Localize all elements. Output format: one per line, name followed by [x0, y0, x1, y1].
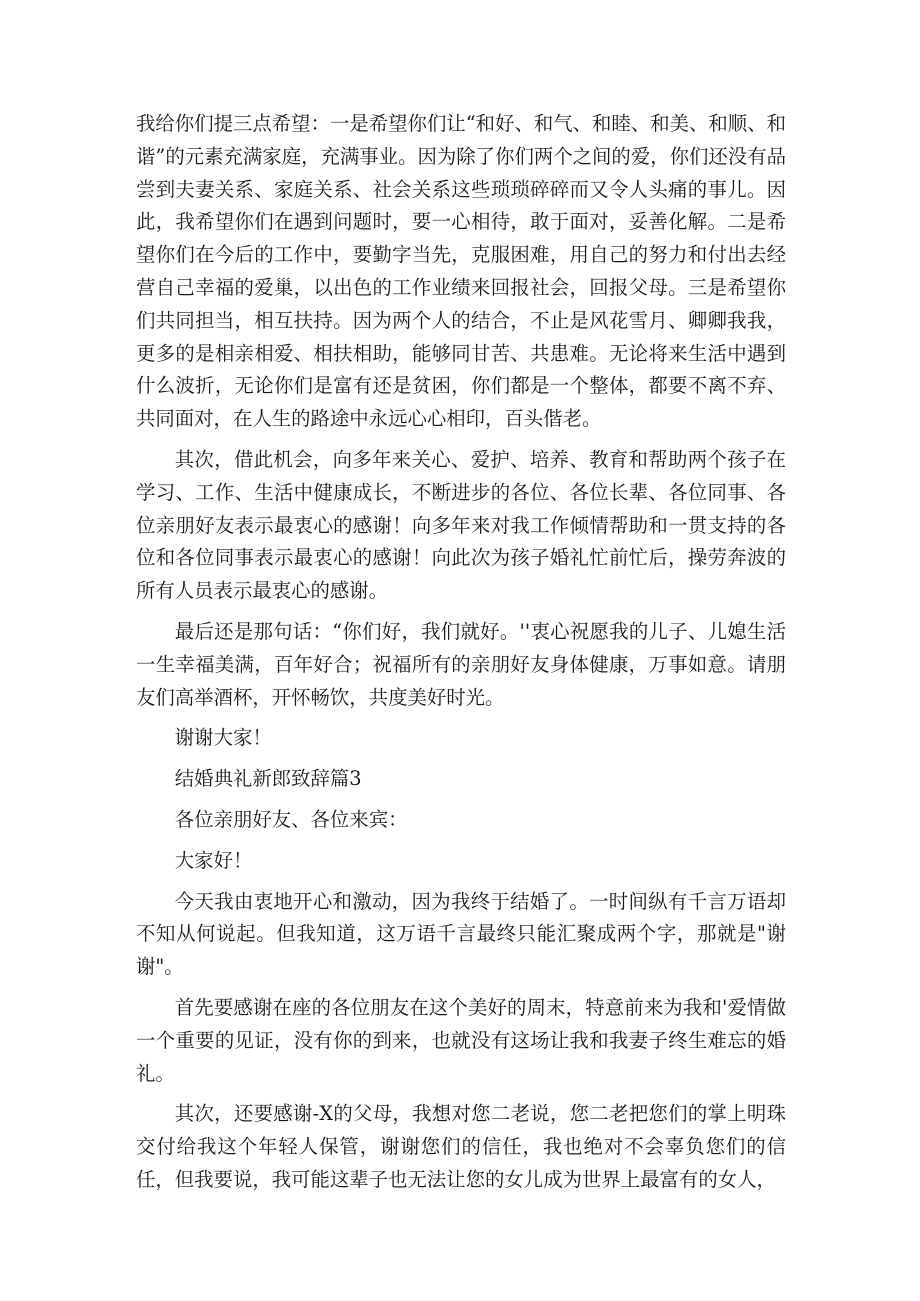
paragraph-thank-you: 谢谢大家！ — [174, 726, 272, 750]
paragraph-thanks-elders: 其次，借此机会，向多年来关心、爱护、培养、教育和帮助两个孩子在学习、工作、生活中健康成长，不断进步的各位、各位长辈、各位同事、各位亲朋好友表示最衷心的感谢！向多年来对我工作倾情帮助和一贯支持的各位和各位同事表示最衷心的感谢！向此次为孩子婚礼忙前忙后，操劳奔波的所有人员表示最衷心的感谢。 — [136, 447, 786, 603]
paragraph-thank-parents: 其次，还要感谢-X的父母，我想对您二老说，您二老把您们的掌上明珠交付给我这个年轻人保管，谢谢您们的信任，我也绝对不会辜负您们的信任，但我要说，我可能这辈子也无法让您的女儿成为世界上最富有的女人， — [136, 1102, 786, 1191]
salutation: 各位亲朋好友、各位来宾： — [174, 807, 408, 831]
greeting: 大家好！ — [174, 848, 253, 872]
paragraph-blessing: 最后还是那句话：“你们好，我们就好。''衷心祝愿我的儿子、儿媳生活一生幸福美满，百年好合；祝福所有的亲朋好友身体健康，万事如意。请朋友们高举酒杯，开怀畅饮，共度美好时光。 — [136, 619, 786, 709]
paragraph-three-hopes: 我给你们提三点希望：一是希望你们让“和好、和气、和睦、和美、和顺、和谐”的元素充满家庭，充满事业。因为除了你们两个之间的爱，你们还没有品尝到夫妻关系、家庭关系、社会关系这些琐琐碎碎而又令人头痛的事儿。因此，我希望你们在遇到问题时，要一心相待，敢于面对，妥善化解。二是希望你们在今后的工作中，要勤字当先，克服困难，用自己的努力和付出去经营自己幸福的爱巢，以出色的工作业绩来回报社会，回报父母。三是希望你们共同担当，相互扶持。因为两个人的结合，不止是风花雪月、卿卿我我，更多的是相亲相爱、相扶相助，能够同甘苦、共患难。无论将来生活中遇到什么波折，无论你们是富有还是贫困，你们都是一个整体，都要不离不弃、共同面对，在人生的路途中永远心心相印，百头偕老。 — [136, 112, 786, 431]
paragraph-emotion: 今天我由衷地开心和激动，因为我终于结婚了。一时间纵有千言万语却不知从何说起。但我知道，这万语千言最终只能汇聚成两个字，那就是"谢谢"。 — [136, 889, 786, 979]
section-heading: 结婚典礼新郎致辞篇3 — [174, 767, 362, 791]
document-body — [136, 108, 786, 1197]
paragraph-thank-guests: 首先要感谢在座的各位朋友在这个美好的周末，特意前来为我和'爱情做一个重要的见证，没有你的到来，也就没有这场让我和我妻子终生难忘的婚礼。 — [136, 995, 786, 1085]
